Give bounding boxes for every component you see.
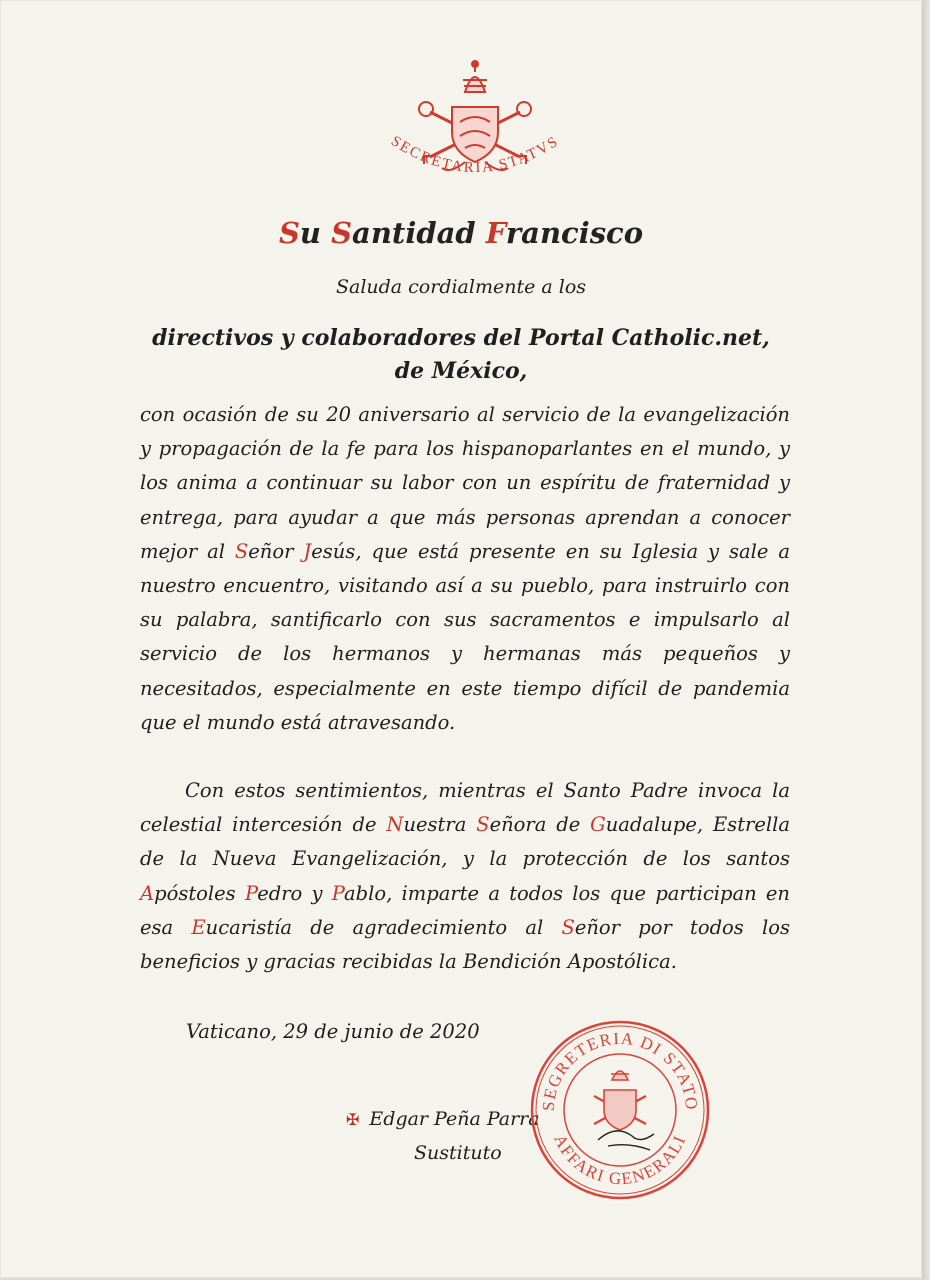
signatory-role: Sustituto — [414, 1142, 502, 1164]
recipients — [0, 322, 922, 388]
place-and-date: Vaticano, 29 de junio de 2020 — [186, 1020, 480, 1043]
papal-coat-of-arms-emblem — [370, 52, 580, 192]
letter-title: Su Santidad Francisco — [278, 216, 644, 250]
svg-text:AFFARI GENERALI: AFFARI GENERALI — [550, 1131, 690, 1189]
recipients-line-1: directivos y colaboradores del Portal Catholic.net, — [152, 325, 770, 351]
body-paragraph-2: Con estos sentimientos, mientras el Santo Padre invoca la celestial intercesión de Nuestra Señora de Guadalupe, Estrella de la Nueva Evangelización, y la protección de los santos Apóstoles Pedro y Pablo, imparte a todos los que participan en esa Eucaristía de agradecimiento al Señor por todos los beneficios y gracias recibidas la Bendición Apostólica. — [140, 779, 791, 974]
signatory-name: Edgar Peña Parra — [369, 1108, 540, 1130]
svg-text:SEGRETERIA DI STATO: SEGRETERIA DI STATO — [538, 1028, 702, 1112]
emblem-office-name: SECRETARIA STATVS — [387, 133, 563, 177]
recipients-line-2: de México, — [394, 358, 528, 384]
secretariat-stamp-seal — [528, 1018, 712, 1202]
body-paragraph-1: con ocasión de su 20 aniversario al servicio de la evangelización y propagación de la fe para los hispanoparlantes en el mundo, y los anima a continuar su labor con un espíritu de fraternidad y entrega, para ayudar a que más personas aprendan a conocer mejor al Señor Jesús, que está presente en su Iglesia y sale a nuestro encuentro, visitando así a su pueblo, para instruirlo con su palabra, santificarlo con sus sacramentos e impulsarlo al servicio de los hermanos y hermanas más pequeños y necesitados, especialmente en este tiempo difícil de pandemia que el mundo está atravesando. — [140, 403, 790, 734]
signatory — [346, 1108, 540, 1130]
greeting-line: Saluda cordialmente a los — [335, 276, 587, 298]
page-edge — [922, 0, 930, 1280]
cross-icon: ✠ — [346, 1110, 360, 1129]
